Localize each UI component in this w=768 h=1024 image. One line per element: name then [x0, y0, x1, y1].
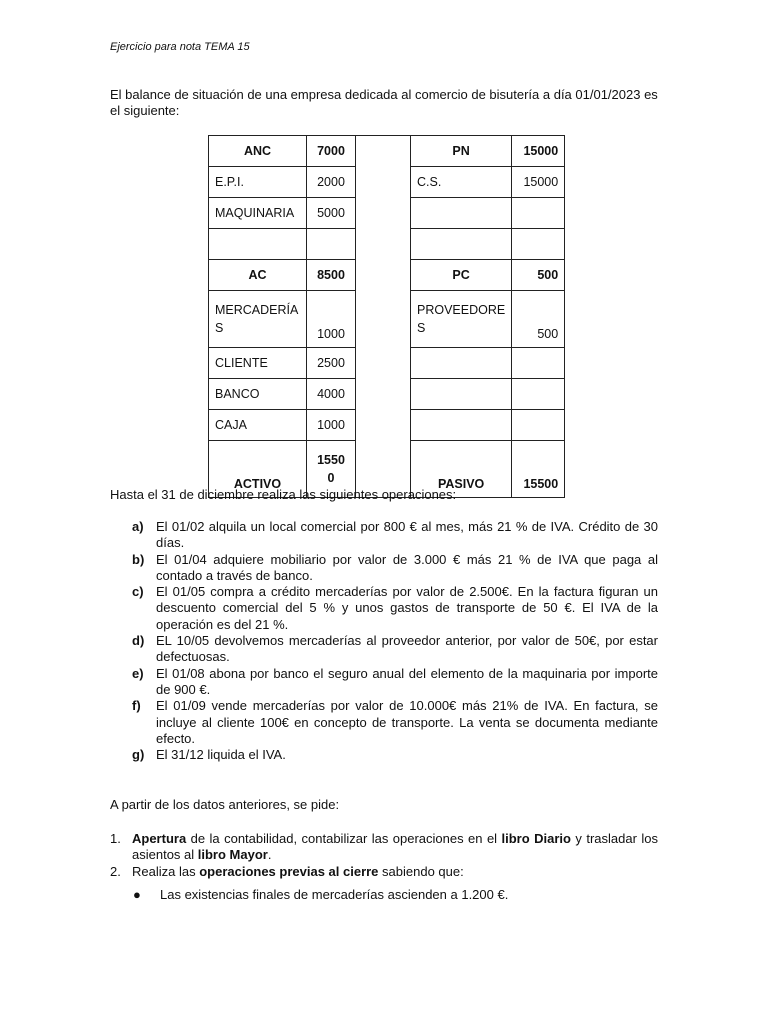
- gap-cell: [356, 410, 411, 441]
- gap-cell: [356, 260, 411, 291]
- item-label: g): [132, 747, 145, 763]
- cliente-value: 2500: [307, 348, 356, 379]
- empty-cell: [512, 229, 565, 260]
- item-text: El 01/02 alquila un local comercial por 800 € al mes, más 21 % de IVA. Crédito de 30 días.: [156, 519, 658, 551]
- banco-value: 4000: [307, 379, 356, 410]
- tasks-list: [110, 831, 658, 880]
- list-item: [110, 633, 658, 666]
- item-text: El 01/04 adquiere mobiliario por valor de 3.000 € más 21 % de IVA que paga al contado a través de banco.: [156, 551, 658, 583]
- ac-label: AC: [209, 260, 307, 291]
- item-text: EL 10/05 devolvemos mercaderías al proveedor anterior, por valor de 50€, por estar defectuosas.: [156, 633, 658, 665]
- item-text: El 31/12 liquida el IVA.: [156, 747, 286, 763]
- caja-label: CAJA: [209, 410, 307, 441]
- list-item: [110, 864, 658, 880]
- list-item: [110, 666, 658, 699]
- list-item: [110, 584, 658, 633]
- anc-label: ANC: [209, 136, 307, 167]
- item-text: .: [267, 847, 272, 863]
- empty-cell: [512, 348, 565, 379]
- proveedores-label-line2: S: [417, 321, 426, 335]
- anc-value: 7000: [307, 136, 356, 167]
- pasivo-value: 15500: [512, 441, 565, 498]
- bullet-list: [133, 887, 508, 902]
- empty-cell: [512, 410, 565, 441]
- empty-cell: [411, 410, 512, 441]
- activo-value-line2: 0: [327, 471, 335, 485]
- epi-label: E.P.I.: [209, 167, 307, 198]
- bold-text: Apertura: [132, 831, 187, 846]
- empty-cell: [411, 229, 512, 260]
- cs-label: C.S.: [411, 167, 512, 198]
- item-text: El 01/09 vende mercaderías por valor de 10.000€ más 21% de IVA. En factura, se incluye al cliente 100€ en concepto de transporte. La venta se documenta mediante efecto.: [156, 698, 658, 746]
- item-number: 2.: [110, 863, 121, 879]
- list-item: [110, 552, 658, 585]
- bold-text: libro Mayor: [197, 847, 268, 863]
- proveedores-label-line1: PROVEEDORE: [417, 303, 506, 317]
- ac-value: 8500: [307, 260, 356, 291]
- table-row: [209, 229, 565, 260]
- list-item: [110, 747, 658, 763]
- empty-cell: [512, 198, 565, 229]
- cliente-label: CLIENTE: [209, 348, 307, 379]
- maquinaria-label: MAQUINARIA: [209, 198, 307, 229]
- item-label: d): [132, 633, 145, 649]
- list-item: [133, 887, 508, 902]
- table-row: [209, 136, 565, 167]
- item-label: c): [132, 584, 144, 600]
- bold-text: operaciones previas al cierre: [199, 863, 379, 879]
- gap-cell: [356, 198, 411, 229]
- caja-value: 1000: [307, 410, 356, 441]
- mercaderias-label-line2: S: [215, 321, 224, 335]
- pc-value: 500: [512, 260, 565, 291]
- banco-label: BANCO: [209, 379, 307, 410]
- table-row: [209, 198, 565, 229]
- item-label: f): [132, 698, 141, 714]
- item-label: b): [132, 551, 145, 567]
- item-text: y trasladar los asientos al: [132, 831, 658, 863]
- table-row: [209, 291, 565, 348]
- item-label: a): [132, 519, 144, 534]
- request-paragraph: A partir de los datos anteriores, se pide:: [110, 797, 340, 812]
- empty-cell: [411, 198, 512, 229]
- mercaderias-value: 1000: [307, 291, 356, 348]
- pc-label: PC: [411, 260, 512, 291]
- empty-cell: [512, 379, 565, 410]
- page-header: Ejercicio para nota TEMA 15: [110, 41, 250, 53]
- empty-cell: [411, 348, 512, 379]
- item-text: Realiza las: [132, 863, 200, 879]
- activo-value-line1: 1550: [317, 453, 345, 467]
- epi-value: 2000: [307, 167, 356, 198]
- pasivo-label: PASIVO: [411, 441, 512, 498]
- empty-cell: [411, 379, 512, 410]
- table-row: [209, 348, 565, 379]
- empty-cell: [209, 229, 307, 260]
- activo-label: ACTIVO: [209, 441, 307, 498]
- list-item: [110, 698, 658, 747]
- list-item: [110, 831, 658, 864]
- item-text: El 01/08 abona por banco el seguro anual del elemento de la maquinaria por importe de 900 €.: [156, 665, 658, 697]
- empty-cell: [307, 229, 356, 260]
- proveedores-label: [411, 291, 512, 348]
- bold-text: libro Diario: [501, 831, 571, 846]
- gap-cell: [356, 229, 411, 260]
- maquinaria-value: 5000: [307, 198, 356, 229]
- gap-cell: [356, 136, 411, 167]
- intro-paragraph: El balance de situación de una empresa dedicada al comercio de bisutería a día 01/01/2023 es el siguiente:: [110, 87, 658, 118]
- operations-intro: Hasta el 31 de diciembre realiza las siguientes operaciones:: [110, 487, 457, 502]
- gap-cell: [356, 348, 411, 379]
- bullet-icon: ●: [133, 887, 141, 902]
- proveedores-value: 500: [512, 291, 565, 348]
- balance-table: [208, 135, 565, 498]
- mercaderias-label-line1: MERCADERÍA: [215, 303, 299, 317]
- gap-cell: [356, 291, 411, 348]
- item-text: de la contabilidad, contabilizar las operaciones en el: [186, 831, 502, 846]
- pn-value: 15000: [512, 136, 565, 167]
- item-label: e): [132, 665, 144, 681]
- cs-value: 15000: [512, 167, 565, 198]
- table-row: [209, 260, 565, 291]
- operations-list: [110, 519, 658, 763]
- item-number: 1.: [110, 831, 121, 846]
- item-text: Las existencias finales de mercaderías ascienden a 1.200 €.: [160, 887, 509, 902]
- gap-cell: [356, 379, 411, 410]
- table-row: [209, 167, 565, 198]
- list-item: [110, 519, 658, 552]
- gap-cell: [356, 167, 411, 198]
- item-text: El 01/05 compra a crédito mercaderías por valor de 2.500€. En la factura figuran un descuento comercial del 5 % y unos gastos de transporte de 50 €. El IVA de la operación es del 21 %.: [156, 584, 658, 632]
- mercaderias-label: [209, 291, 307, 348]
- pn-label: PN: [411, 136, 512, 167]
- table-row: [209, 379, 565, 410]
- item-text: sabiendo que:: [378, 863, 464, 879]
- table-row: [209, 410, 565, 441]
